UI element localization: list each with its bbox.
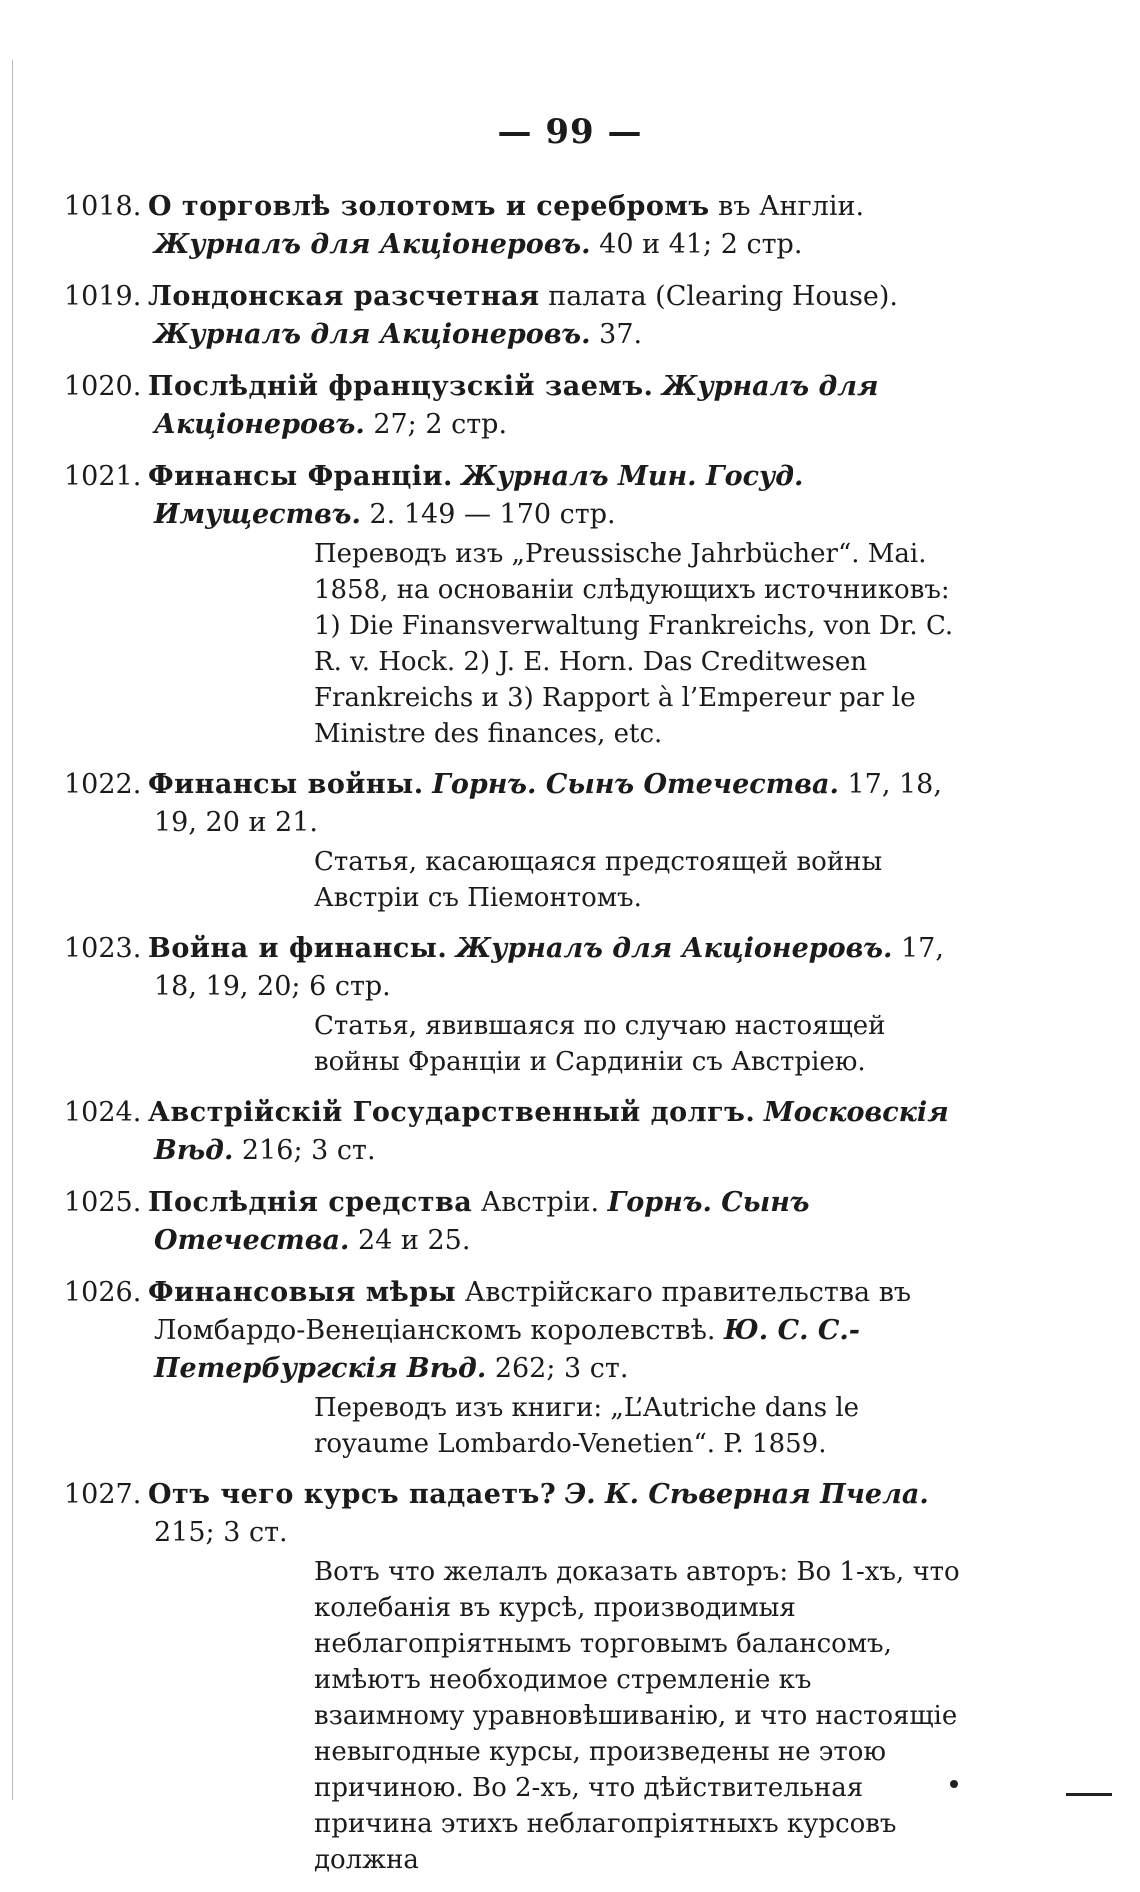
entry-text bbox=[424, 769, 433, 800]
entry-details: 17, 18, 19, 20 и 21. bbox=[154, 769, 942, 838]
entry-title: Финансы Франціи. bbox=[148, 461, 453, 492]
entry-title: Послѣдній французскій заемъ. bbox=[148, 371, 654, 402]
entry-number: 1026. bbox=[64, 1277, 142, 1308]
entry-text bbox=[755, 1097, 764, 1128]
entry-text bbox=[556, 1479, 565, 1510]
list-item bbox=[64, 1184, 964, 1260]
entry-number: 1019. bbox=[64, 281, 142, 312]
entry-details: 27; 2 стр. bbox=[364, 409, 508, 440]
entry-text: въ Англіи. bbox=[709, 191, 865, 222]
entry-details: 262; 3 ст. bbox=[486, 1353, 629, 1384]
entry-source: Э. К. Сѣверная Пчела. bbox=[564, 1479, 929, 1510]
entry-note: Статья, касающаяся предстоящей войны Австріи съ Піемонтомъ. bbox=[314, 847, 883, 913]
entry-details: 2. 149 — 170 стр. bbox=[360, 499, 616, 530]
entry-title: Отъ чего курсъ падаетъ? bbox=[148, 1479, 557, 1510]
entry-source: Журналъ для Акціонеровъ. bbox=[154, 229, 591, 260]
scan-edge-line bbox=[12, 60, 13, 1800]
entry-source: Журналъ для Акціонеровъ. bbox=[455, 933, 893, 964]
entry-text: Австріи. bbox=[472, 1187, 608, 1218]
entry-text: Австрійскаго правительства въ Ломбардо-Венеціанскомъ королевствѣ. bbox=[154, 1277, 912, 1346]
entry-details: 215; 3 ст. bbox=[154, 1517, 288, 1548]
entry-number: 1021. bbox=[64, 461, 142, 492]
list-item bbox=[64, 1274, 964, 1462]
entry-number: 1024. bbox=[64, 1097, 142, 1128]
entry-number: 1020. bbox=[64, 371, 142, 402]
entry-source: Журналъ Мин. Госуд. Имуществъ. bbox=[154, 461, 804, 530]
entry-note: Вотъ что желалъ доказать авторъ: Во 1-хъ, что колебанія въ курсѣ, производимыя неблагопріятнымъ торговымъ балансомъ, имѣютъ необходимое стремленіе къ взаимному уравновѣшиванію, и что настоящіе невыгодные курсы, произведены не этою причиною. Во 2-хъ, что дѣйствительная причина этихъ неблагопріятныхъ курсовъ должна bbox=[314, 1557, 960, 1875]
entry-text bbox=[453, 461, 462, 492]
scan-artifact-dash bbox=[1066, 1793, 1112, 1796]
entry-text bbox=[447, 933, 456, 964]
entry-text bbox=[653, 371, 662, 402]
entry-text: палата (Clearing House). bbox=[539, 281, 899, 312]
list-item bbox=[64, 766, 964, 916]
entry-title: Финансы войны. bbox=[148, 769, 424, 800]
list-item bbox=[64, 1094, 964, 1170]
list-item bbox=[64, 278, 964, 354]
entry-source: Журналъ для Акціонеровъ. bbox=[154, 371, 879, 440]
list-item bbox=[64, 1476, 964, 1878]
entry-details: 216; 3 ст. bbox=[233, 1135, 376, 1166]
list-item bbox=[64, 930, 964, 1080]
entry-details: 40 и 41; 2 стр. bbox=[590, 229, 803, 260]
entry-source: Ю. С. С.-Петербургскія Вѣд. bbox=[154, 1315, 860, 1384]
entry-note: Переводъ изъ „Preussische Jahrbücher“. Mai. 1858, на основаніи слѣдующихъ источниковъ: 1) Die Finansverwaltung Frankreichs, von Dr. C. R. v. Hock. 2) J. E. Horn. Das Creditwesen Frankreichs и 3) Rapport à l’Empereur par le Ministre des finances, etc. bbox=[314, 539, 954, 749]
scan-artifact-dot bbox=[950, 1780, 958, 1788]
entry-title: Австрійскій Государственный долгъ. bbox=[148, 1097, 756, 1128]
entry-title: Послѣднія средства bbox=[148, 1187, 473, 1218]
list-item bbox=[64, 368, 964, 444]
list-item bbox=[64, 188, 964, 264]
entry-details: 24 и 25. bbox=[349, 1225, 471, 1256]
entry-title: Финансовыя мѣры bbox=[148, 1277, 457, 1308]
entry-note: Переводъ изъ книги: „L’Autriche dans le royaume Lombardo-Venetien“. P. 1859. bbox=[314, 1393, 860, 1459]
entry-source: Московскія Вѣд. bbox=[154, 1097, 949, 1166]
entry-source: Журналъ для Акціонеровъ. bbox=[154, 319, 591, 350]
entry-details: 37. bbox=[590, 319, 643, 350]
bibliography-list bbox=[64, 188, 964, 1892]
entry-source: Горнъ. Сынъ Отечества. bbox=[154, 1187, 810, 1256]
entry-title: Война и финансы. bbox=[148, 933, 448, 964]
entry-title: О торговлѣ золотомъ и серебромъ bbox=[148, 191, 710, 222]
entry-note: Статья, явившаяся по случаю настоящей войны Франціи и Сардиніи съ Австріею. bbox=[314, 1011, 886, 1077]
entry-number: 1027. bbox=[64, 1479, 142, 1510]
entry-number: 1022. bbox=[64, 769, 142, 800]
list-item bbox=[64, 458, 964, 752]
entry-number: 1018. bbox=[64, 191, 142, 222]
entry-number: 1025. bbox=[64, 1187, 142, 1218]
entry-title: Лондонская разсчетная bbox=[148, 281, 540, 312]
page-number: — 99 — bbox=[497, 112, 643, 152]
entry-source: Горнъ. Сынъ Отечества. bbox=[432, 769, 839, 800]
entry-details: 17, 18, 19, 20; 6 стр. bbox=[154, 933, 944, 1002]
entry-number: 1023. bbox=[64, 933, 142, 964]
